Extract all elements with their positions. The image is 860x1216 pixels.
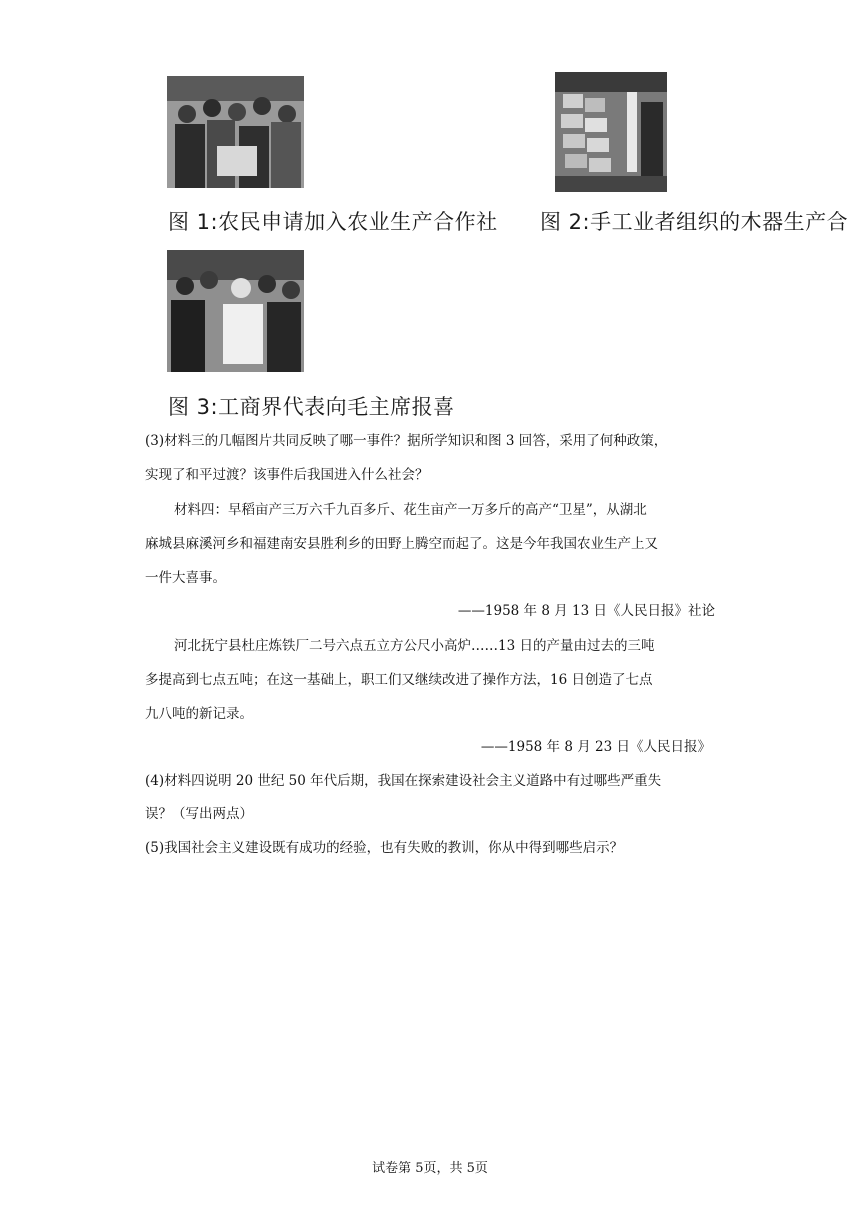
material-4b-line-2: 多提高到七点五吨；在这一基础上，职工们又继续改进了操作方法，16 日创造了七点 [145, 672, 653, 688]
material-4b-line-3: 九八吨的新记录。 [145, 706, 253, 722]
figure-1-caption: 图 1:农民申请加入农业生产合作社 [168, 210, 498, 234]
question-3-line-2: 实现了和平过渡？该事件后我国进入什么社会？ [145, 467, 429, 483]
material-4b-line-1: 河北抚宁县杜庄炼铁厂二号六点五立方公尺小高炉……13 日的产量由过去的三吨 [174, 638, 655, 654]
figure-3-caption: 图 3:工商界代表向毛主席报喜 [168, 395, 455, 419]
material-4-line-1: 材料四：早稻亩产三万六千九百多斤、花生亩产一万多斤的高产“卫星”，从湖北 [174, 502, 647, 518]
figure-2-caption: 图 2:手工业者组织的木器生产合 [540, 210, 849, 234]
figure-2-photo [555, 72, 667, 192]
material-4-line-2: 麻城县麻溪河乡和福建南安县胜利乡的田野上腾空而起了。这是今年我国农业生产上又 [145, 536, 658, 552]
question-4-line-2: 误？（写出两点） [145, 806, 253, 822]
figure-1-photo [167, 76, 304, 188]
material-4-source-1: ——1958 年 8 月 13 日《人民日报》社论 [457, 603, 715, 619]
material-4-line-3: 一件大喜事。 [145, 570, 226, 586]
question-5-line-1: (5)我国社会主义建设既有成功的经验，也有失败的教训，你从中得到哪些启示？ [145, 840, 624, 856]
figure-3-photo [167, 250, 304, 372]
page-footer: 试卷第 5页，共 5页 [372, 1161, 488, 1176]
question-4-line-1: (4)材料四说明 20 世纪 50 年代后期，我国在探索建设社会主义道路中有过哪些严重失 [145, 773, 662, 789]
question-3-line-1: (3)材料三的几幅图片共同反映了哪一事件？据所学知识和图 3 回答，采用了何种政策， [145, 433, 668, 449]
material-4-source-2: ——1958 年 8 月 23 日《人民日报》 [480, 739, 711, 755]
